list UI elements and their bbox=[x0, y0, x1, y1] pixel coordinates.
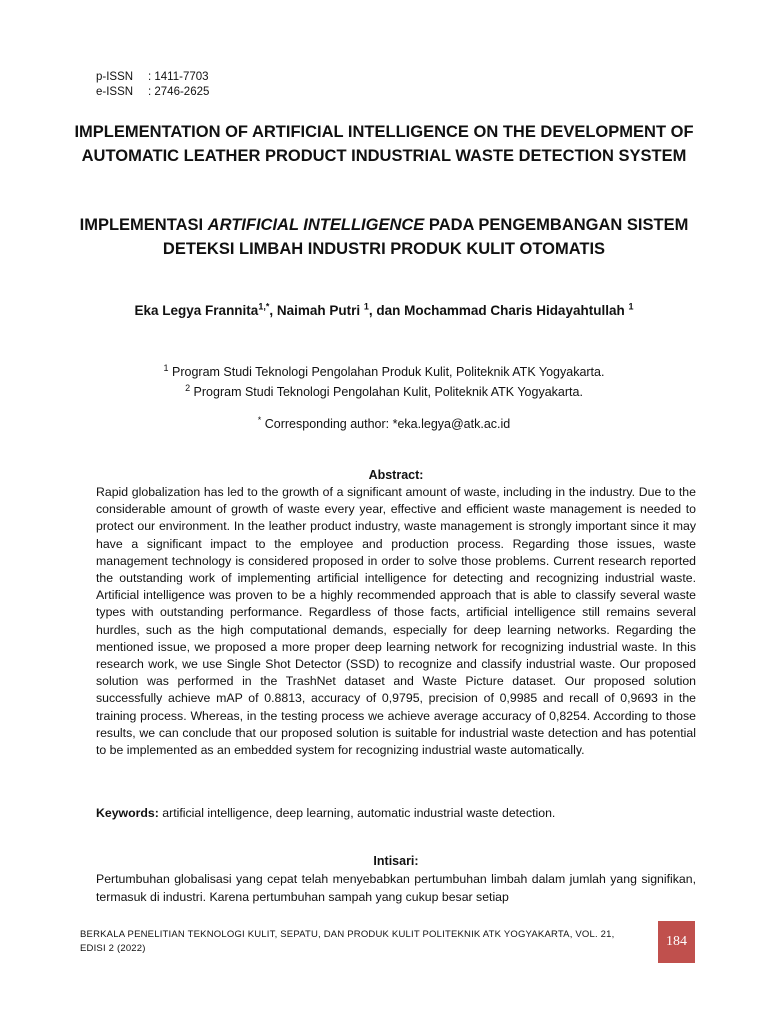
abstract-body: Rapid globalization has led to the growth of a significant amount of waste, including in the industry. Due to the considerable amount of growth of waste every year, effective and efficient waste management is needed to protect our environment. In the leather product industry, waste management is strongly important since it may have a significant impact to the employee and production process. Regarding those issues, waste management technology is considered proposed in order to solve those problems. Current research reported the outstanding work of implementing artificial intelligence for detecting and recognizing industrial waste. Artificial intelligence was proven to be a highly recommended approach that is able to classify several waste types with outstanding performance. Regardless of those facts, artificial intelligence still remains several hurdles, such as the high computational demands, especially for deep learning networks. Regarding the mentioned issue, we proposed a more proper deep learning network for recognizing industrial waste. In this research work, we use Single Shot Detector (SSD) to recognize and classify industrial waste. Our proposed solution was performed in the TrashNet dataset and Waste Picture dataset. Our proposed solution successfully achieve mAP of 0.8813, accuracy of 0,9795, precision of 0,9985 and recall of 0,9693 in the training process. Whereas, in the testing process we achieve average accuracy of 0,8254. According to those results, we can conclude that our proposed solution is suitable for industrial waste detection and has potential to be implemented as an embedded system for recognizing industrial waste automatically. bbox=[96, 485, 696, 758]
corresponding-mark: * bbox=[257, 414, 262, 425]
author-list bbox=[40, 302, 728, 320]
p-issn-value: : 1411-7703 bbox=[148, 71, 209, 83]
page-number: 184 bbox=[658, 921, 695, 963]
author-affiliation-mark: 1 bbox=[628, 301, 634, 312]
author-affiliation-mark: 1,* bbox=[258, 301, 270, 312]
affiliation-2 bbox=[40, 384, 728, 401]
intisari-heading: Intisari: bbox=[373, 854, 419, 868]
keywords-text: artificial intelligence, deep learning, automatic industrial waste detection. bbox=[158, 806, 556, 820]
author-name: Eka Legya Frannita bbox=[134, 303, 259, 318]
title-english: IMPLEMENTATION OF ARTIFICIAL INTELLIGENCE ON THE DEVELOPMENT OF AUTOMATIC LEATHER PRODUCT INDUSTRIAL WASTE DETECTION SYSTEM bbox=[74, 123, 694, 165]
affiliation-mark: 1 bbox=[163, 362, 169, 373]
author-separator: , dan bbox=[368, 303, 405, 318]
affiliation-1 bbox=[40, 364, 728, 381]
affiliation-text: Program Studi Teknologi Pengolahan Produk Kulit, Politeknik ATK Yogyakarta. bbox=[168, 365, 605, 379]
p-issn-row bbox=[96, 70, 209, 85]
abstract-heading: Abstract: bbox=[368, 468, 424, 482]
affiliation-text: Program Studi Teknologi Pengolahan Kulit, Politeknik ATK Yogyakarta. bbox=[190, 385, 583, 399]
intisari-body: Pertumbuhan globalisasi yang cepat telah menyebabkan pertumbuhan limbah dalam jumlah yang signifikan, termasuk di industri. Karena pertumbuhan sampah yang cukup besar setiap bbox=[96, 872, 696, 904]
e-issn-value: : 2746-2625 bbox=[148, 86, 210, 98]
journal-footer: BERKALA PENELITIAN TEKNOLOGI KULIT, SEPATU, DAN PRODUK KULIT POLITEKNIK ATK YOGYAKARTA, VOL. 21, EDISI 2 (2022) bbox=[80, 929, 615, 954]
title-id-part1: IMPLEMENTASI bbox=[79, 216, 208, 234]
issn-block bbox=[96, 70, 209, 100]
keywords-label: Keywords: bbox=[96, 806, 159, 820]
p-issn-label: p-ISSN bbox=[96, 71, 134, 83]
affiliation-mark: 2 bbox=[185, 382, 191, 393]
title-id-italic: ARTIFICIAL INTELLIGENCE bbox=[207, 216, 425, 234]
keywords bbox=[96, 805, 696, 822]
author-name: Mochammad Charis Hidayahtullah bbox=[404, 303, 629, 318]
corresponding-author bbox=[40, 416, 728, 433]
e-issn-label: e-ISSN bbox=[96, 86, 134, 98]
author-affiliation-mark: 1 bbox=[363, 301, 369, 312]
author-separator: , bbox=[269, 303, 277, 318]
title-indonesian bbox=[70, 213, 698, 261]
e-issn-row bbox=[96, 85, 209, 100]
title-id-part2: PADA PENGEMBANGAN SISTEM DETEKSI LIMBAH INDUSTRI PRODUK KULIT OTOMATIS bbox=[162, 216, 689, 258]
corresponding-text: Corresponding author: *eka.legya@atk.ac.id bbox=[261, 417, 511, 431]
author-name: Naimah Putri bbox=[276, 303, 364, 318]
